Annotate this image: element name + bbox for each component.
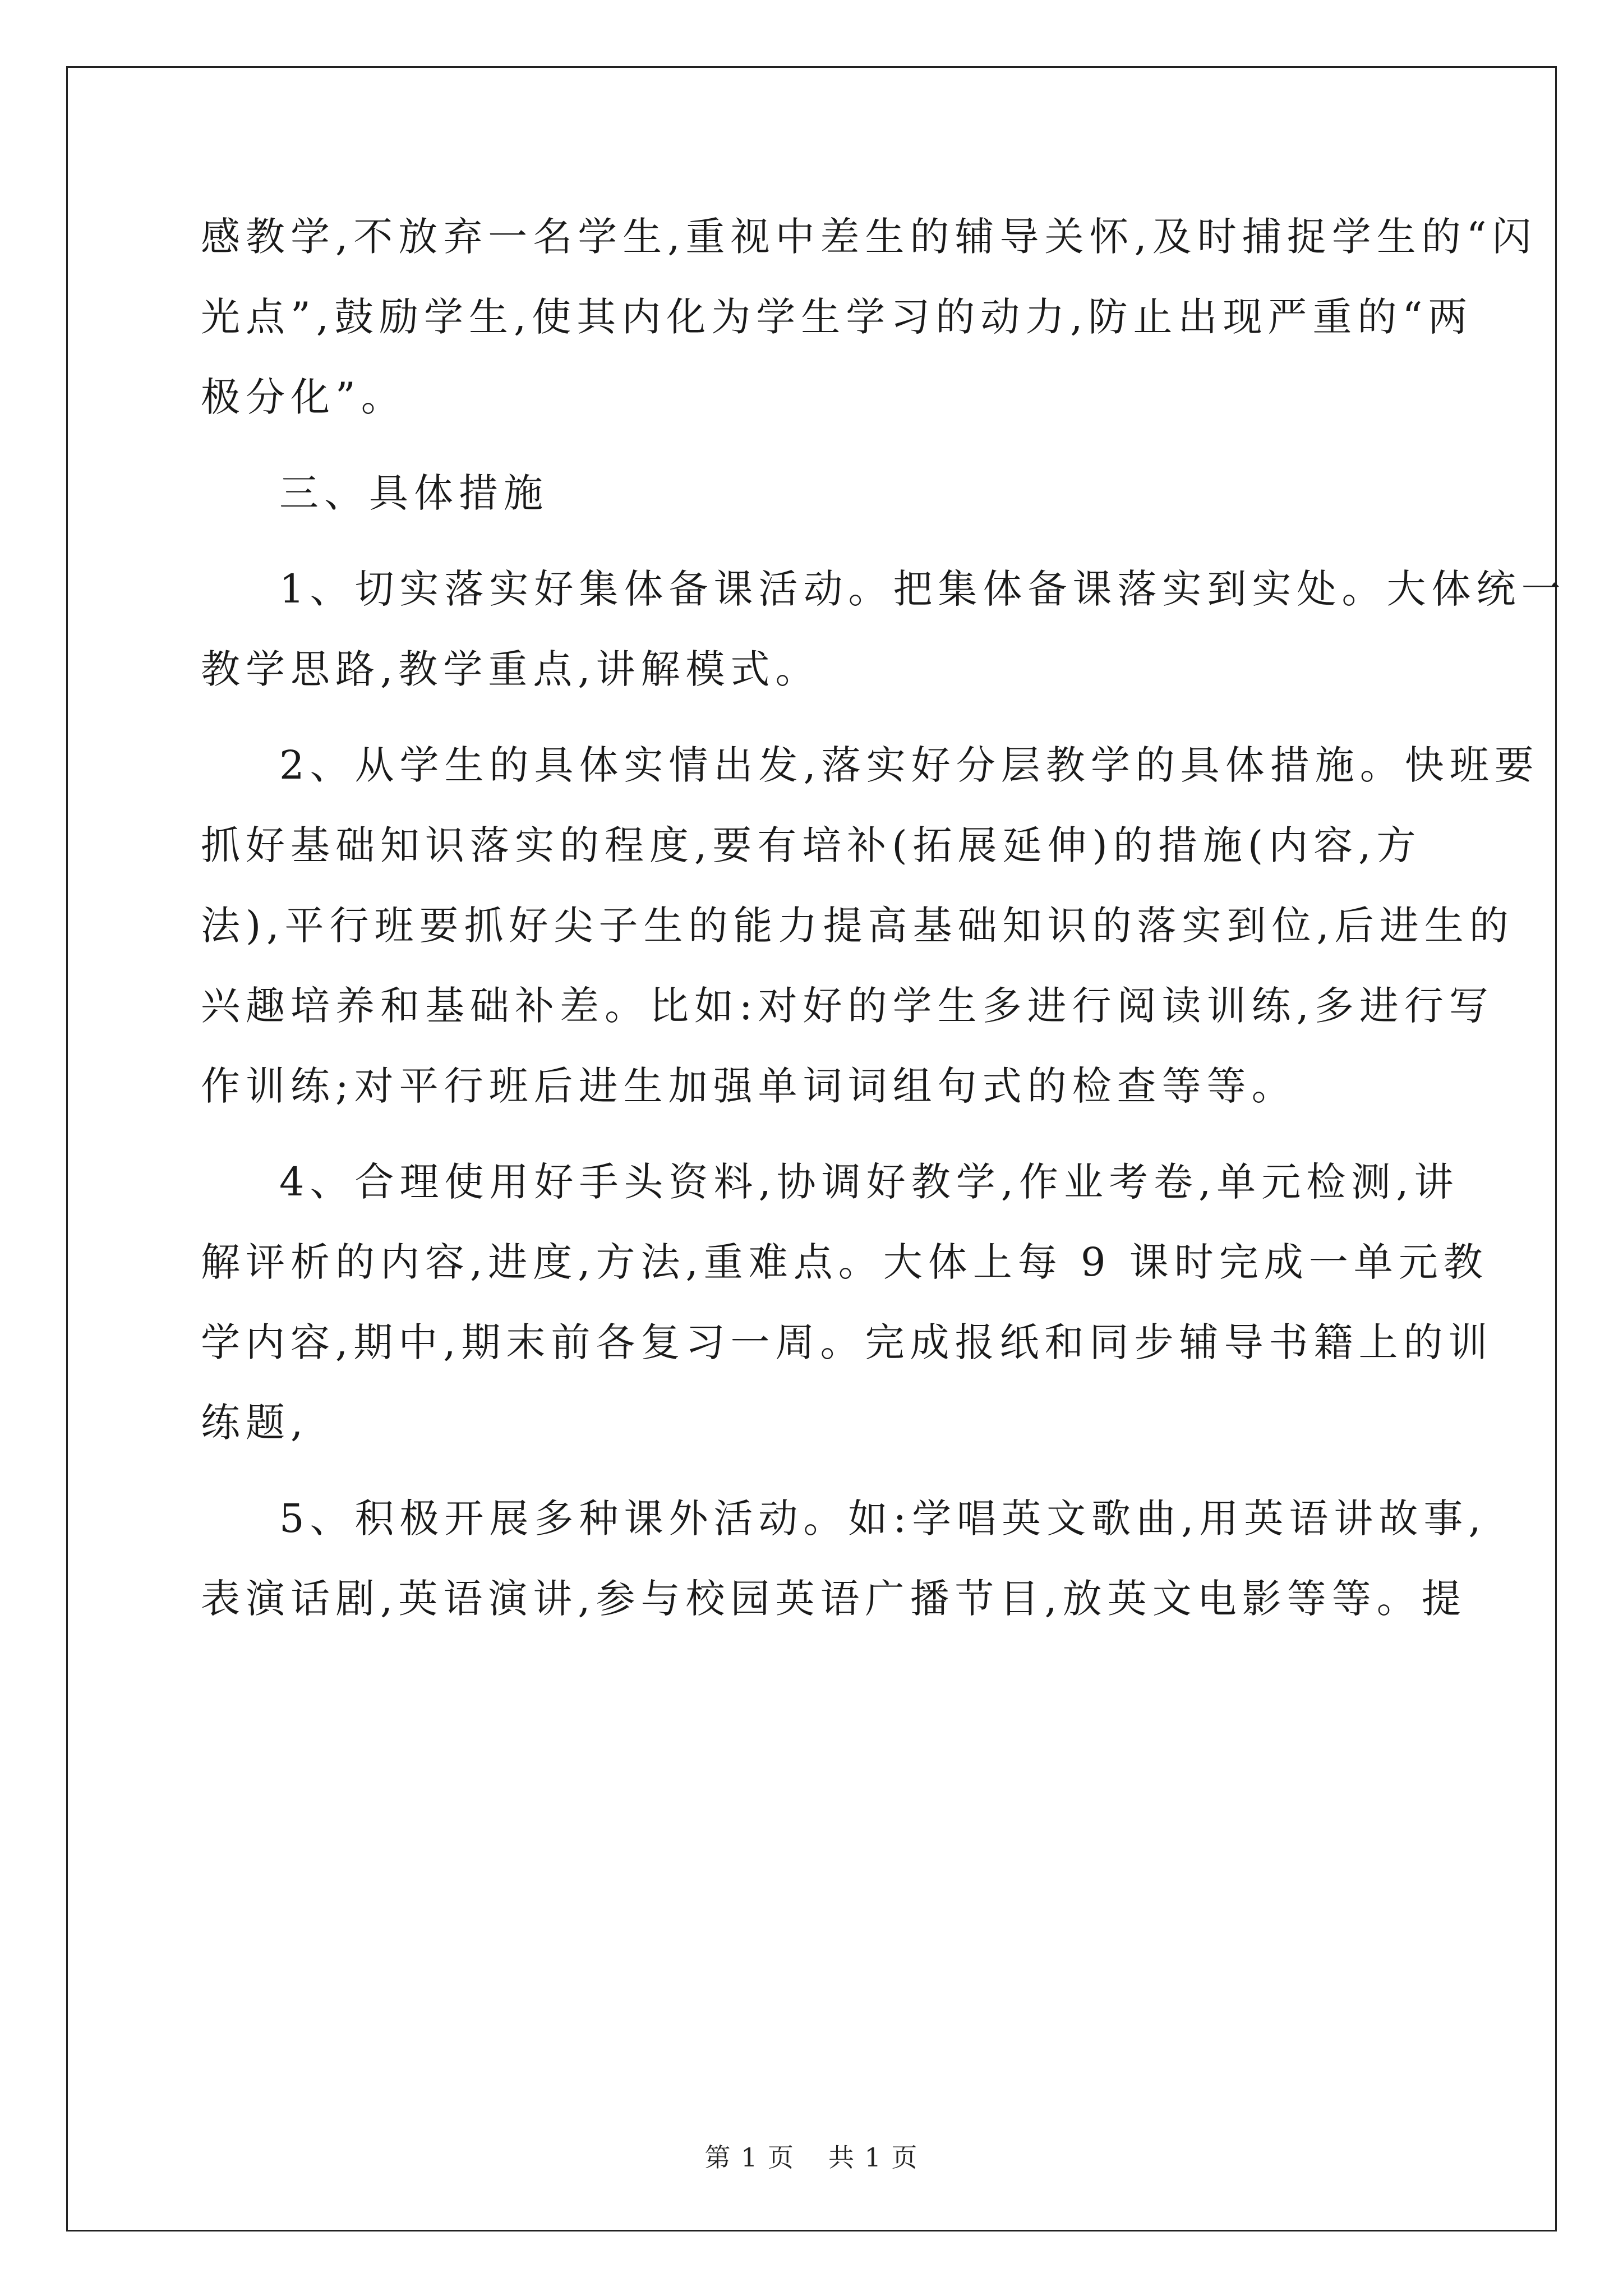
text-line: 感教学,不放弃一名学生,重视中差生的辅导关怀,及时捕捉学生的“闪 — [201, 214, 1537, 260]
text-line: 光点”,鼓励学生,使其内化为学生学习的动力,防止出现严重的“两 — [201, 294, 1473, 340]
text-line: 2、从学生的具体实情出发,落实好分层教学的具体措施。快班要 — [279, 742, 1539, 788]
document-body — [201, 209, 1566, 1651]
text-line: 抓好基础知识落实的程度,要有培补(拓展延伸)的措施(内容,方 — [201, 822, 1422, 868]
page-total: 共 1 页 — [828, 2142, 919, 2173]
text-line: 学内容,期中,期末前各复习一周。完成报纸和同步辅导书籍上的训 — [201, 1319, 1493, 1365]
text-line: 作训练;对平行班后进生加强单词词组句式的检查等等。 — [201, 1063, 1297, 1109]
text-line: 教学思路,教学重点,讲解模式。 — [201, 646, 820, 692]
text-line: 练题, — [201, 1400, 309, 1446]
text-line: 5、积极开展多种课外活动。如:学唱英文歌曲,用英语讲故事, — [279, 1496, 1487, 1542]
page-footer — [0, 2137, 1623, 2174]
text-line: 极分化”。 — [201, 374, 406, 420]
text-line: 兴趣培养和基础补差。比如:对好的学生多进行阅读训练,多进行写 — [201, 983, 1494, 1029]
text-line: 1、切实落实好集体备课活动。把集体备课落实到实处。大体统一 — [279, 566, 1566, 612]
text-line: 解评析的内容,进度,方法,重难点。大体上每 9 课时完成一单元教 — [201, 1239, 1488, 1285]
section-heading: 三、具体措施 — [279, 470, 548, 516]
text-line: 表演话剧,英语演讲,参与校园英语广播节目,放英文电影等等。提 — [201, 1576, 1467, 1622]
page-number: 第 1 页 — [704, 2142, 795, 2173]
text-line: 4、合理使用好手头资料,协调好教学,作业考卷,单元检测,讲 — [279, 1159, 1459, 1205]
text-line: 法),平行班要抓好尖子生的能力提高基础知识的落实到位,后进生的 — [201, 903, 1514, 949]
